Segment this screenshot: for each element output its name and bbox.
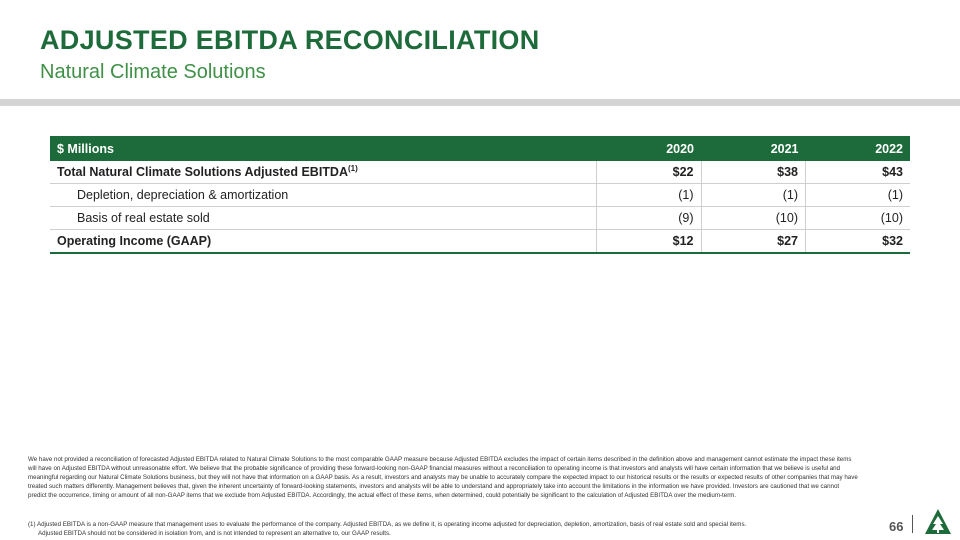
- cell-2021: $38: [701, 161, 806, 184]
- cell-2020: (1): [597, 184, 702, 207]
- page-title: ADJUSTED EBITDA RECONCILIATION: [40, 25, 540, 55]
- cell-2020: $22: [597, 161, 702, 184]
- cell-2021: $27: [701, 230, 806, 254]
- footnote-marker: (1): [348, 164, 358, 174]
- reconciliation-table: [50, 136, 910, 254]
- row-label: Operating Income (GAAP): [50, 230, 597, 254]
- footer-divider: [912, 515, 913, 533]
- cell-2022: (1): [806, 184, 911, 207]
- footnote: [28, 520, 858, 538]
- row-label: [50, 161, 597, 184]
- table-header-row: [50, 136, 910, 161]
- cell-2022: $43: [806, 161, 911, 184]
- cell-2020: (9): [597, 207, 702, 230]
- column-header-2021: 2021: [701, 136, 806, 161]
- cell-2022: $32: [806, 230, 911, 254]
- row-label-text: Total Natural Climate Solutions Adjusted EBITDA: [57, 165, 348, 180]
- row-label: Depletion, depreciation & amortization: [50, 184, 597, 207]
- page-subtitle: Natural Climate Solutions: [40, 61, 266, 83]
- footnote-line-2: Adjusted EBITDA should not be considered in isolation from, and is not intended to represent an alternative to, our GAAP results.: [38, 530, 391, 537]
- page-number: 66: [889, 519, 904, 534]
- cell-2022: (10): [806, 207, 911, 230]
- row-label: Basis of real estate sold: [50, 207, 597, 230]
- column-header-2020: 2020: [597, 136, 702, 161]
- header-divider: [0, 99, 960, 106]
- cell-2021: (10): [701, 207, 806, 230]
- table-row-depletion: [50, 184, 910, 207]
- footnote-line-1: (1) Adjusted EBITDA is a non-GAAP measure that management uses to evaluate the performance of the company. Adjusted EBITDA, as we define it, is operating income adjusted for depreciation, depletion, amortization, basis of real estate sold and special items.: [28, 521, 747, 528]
- tree-triangle-logo-icon: [924, 508, 952, 536]
- table-row-adjusted-ebitda: [50, 161, 910, 184]
- column-header-2022: 2022: [806, 136, 911, 161]
- cell-2021: (1): [701, 184, 806, 207]
- disclaimer-text: We have not provided a reconciliation of forecasted Adjusted EBITDA related to Natural Climate Solutions to the most comparable GAAP measure because Adjusted EBITDA excludes the impact of certain items described in the definition above and management cannot estimate the impact these items will have on Adjusted EBITDA without unreasonable effort. We believe that the probable significance of providing these forward-looking non-GAAP financial measures without a reconciliation to operating income is that investors and analysts will have certain information that we believe is useful and meaningful regarding our Natural Climate Solutions business, but they will not have that information on a GAAP basis. As a result, investors and analysts may be unable to accurately compare the expected impact to our historical results or the results or expected results of other companies that may have treated such matters differently. Management believes that, given the inherent uncertainty of forward-looking statements, investors and analysts will be able to understand and appropriately take into account the limitations in the information we have provided. Investors are cautioned that we cannot predict the occurrence, timing or amount of all non-GAAP items that we exclude from Adjusted EBITDA. Accordingly, the actual effect of these items, when determined, could potentially be significant to the calculation of Adjusted EBITDA over the medium-term.: [28, 456, 858, 499]
- cell-2020: $12: [597, 230, 702, 254]
- table-row-real-estate-basis: [50, 207, 910, 230]
- column-header-units: $ Millions: [50, 136, 597, 161]
- table-row-operating-income: [50, 230, 910, 254]
